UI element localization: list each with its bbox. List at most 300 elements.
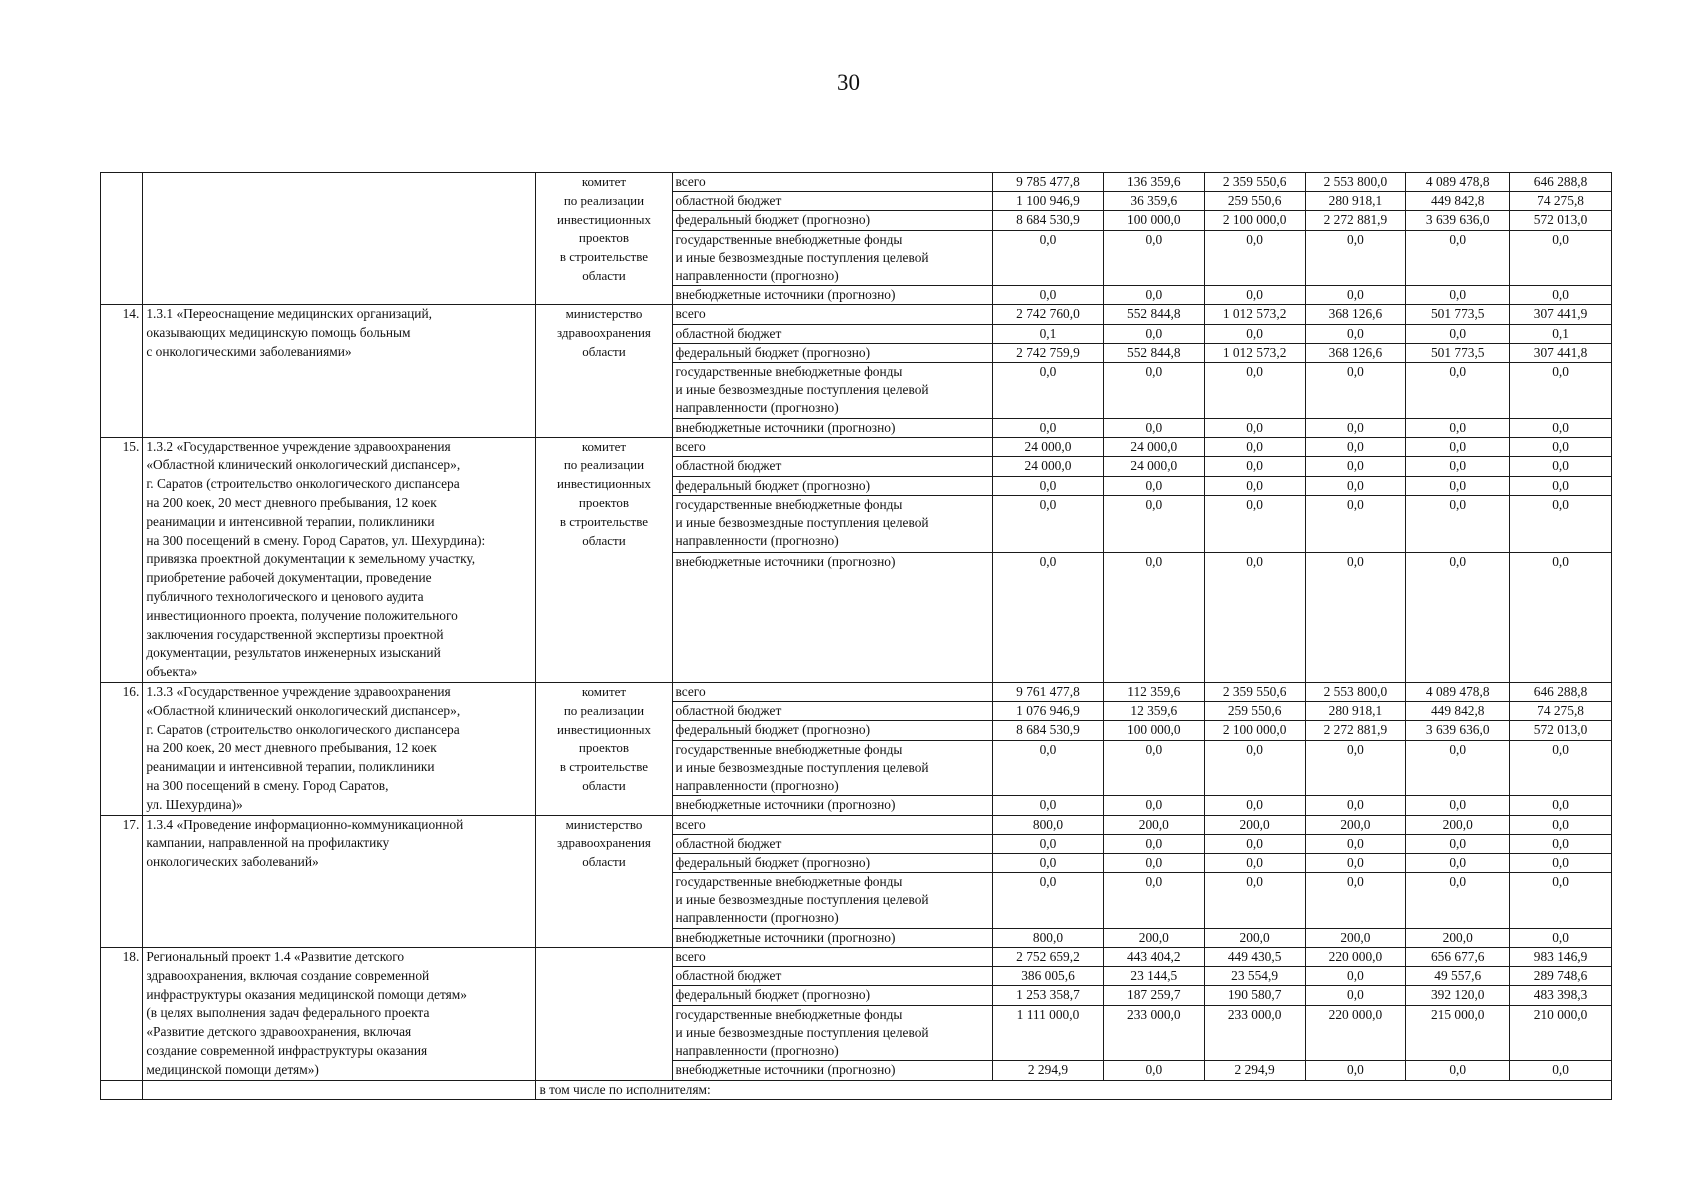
table-row (101, 947, 1612, 966)
amount-year: 0,0 (1305, 967, 1406, 986)
executor-line: в строительстве (559, 759, 649, 775)
funding-source (672, 230, 993, 286)
amount-year: 501 773,5 (1406, 343, 1510, 362)
amount-year: 552 844,8 (1103, 343, 1204, 362)
amount-year: 0,0 (1510, 230, 1612, 286)
amount-year: 2 553 800,0 (1305, 683, 1406, 702)
measure-name-line: привязка проектной документации к земельному участку, (146, 551, 476, 567)
amount-year: 0,0 (1305, 362, 1406, 418)
funding-source (672, 740, 993, 796)
amount-total: 800,0 (993, 815, 1104, 834)
amount-year: 0,0 (1204, 286, 1305, 305)
amount-year: 0,0 (1510, 815, 1612, 834)
amount-year: 0,0 (1103, 324, 1204, 343)
funding-source-line: и иные безвозмездные поступления целевой (675, 249, 929, 265)
amount-total: 1 100 946,9 (993, 192, 1104, 211)
amount-total: 0,0 (993, 496, 1104, 552)
amount-total: 9 761 477,8 (993, 683, 1104, 702)
funding-source-line: и иные безвозмездные поступления целевой (675, 381, 929, 397)
funding-source (672, 211, 993, 230)
amount-year: 259 550,6 (1204, 192, 1305, 211)
amount-year: 0,0 (1204, 230, 1305, 286)
funding-source-line: федеральный бюджет (прогнозно) (675, 987, 871, 1003)
funding-source (672, 796, 993, 815)
amount-year: 220 000,0 (1305, 947, 1406, 966)
funding-source-line: государственные внебюджетные фонды (675, 231, 903, 247)
amount-year: 983 146,9 (1510, 947, 1612, 966)
funding-source-line: государственные внебюджетные фонды (675, 741, 903, 757)
measure-name-line: объекта» (146, 664, 198, 680)
measure-name-line: г. Саратов (строительство онкологического диспансера (146, 476, 460, 492)
amount-year: 0,0 (1406, 873, 1510, 929)
funding-source-line: направленности (прогнозно) (675, 399, 839, 415)
amount-total: 0,0 (993, 230, 1104, 286)
executor-line: области (582, 532, 626, 548)
amount-year: 0,0 (1510, 928, 1612, 947)
amount-year: 233 000,0 (1103, 1005, 1204, 1061)
measure-name-line: на 200 коек, 20 мест дневного пребывания, 12 коек (146, 740, 437, 756)
funding-source-line: федеральный бюджет (прогнозно) (675, 344, 871, 360)
measure-name-line: г. Саратов (строительство онкологического диспансера (146, 721, 460, 737)
amount-year: 210 000,0 (1510, 1005, 1612, 1061)
amount-year: 0,0 (1510, 740, 1612, 796)
executor-line: комитет (581, 174, 627, 189)
amount-year: 200,0 (1305, 928, 1406, 947)
measure-name-line: приобретение рабочей документации, проведение (146, 570, 432, 586)
amount-year: 0,0 (1204, 457, 1305, 476)
amount-year: 646 288,8 (1510, 683, 1612, 702)
executor-line: здравоохранения (557, 325, 651, 341)
funding-source-line: и иные безвозмездные поступления целевой (675, 1024, 929, 1040)
amount-year: 0,0 (1103, 496, 1204, 552)
measure-name-line: 1.3.3 «Государственное учреждение здравоохранения (146, 684, 451, 700)
amount-year: 0,0 (1406, 552, 1510, 682)
amount-year: 200,0 (1406, 928, 1510, 947)
funding-source-line: областной бюджет (675, 193, 782, 209)
funding-source (672, 552, 993, 682)
executor (536, 947, 672, 1080)
amount-year: 0,0 (1204, 834, 1305, 853)
amount-year: 0,0 (1510, 796, 1612, 815)
table-row (101, 173, 1612, 192)
measure-name-cont (143, 1080, 536, 1099)
executor-line: комитет (581, 438, 627, 454)
amount-year: 368 126,6 (1305, 305, 1406, 324)
funding-source-line: всего (675, 684, 706, 700)
row-number: 18. (101, 947, 143, 1080)
amount-total: 2 752 659,2 (993, 947, 1104, 966)
amount-total: 0,0 (993, 796, 1104, 815)
measure-name-line: на 200 коек, 20 мест дневного пребывания, 12 коек (146, 495, 437, 511)
amount-year: 0,0 (1103, 476, 1204, 495)
measure-name-line: 1.3.1 «Переоснащение медицинских организаций, (146, 306, 432, 322)
executor-line: проектов (578, 495, 630, 511)
funding-source-line: областной бюджет (675, 968, 782, 984)
amount-total: 2 294,9 (993, 1061, 1104, 1080)
amount-year: 572 013,0 (1510, 721, 1612, 740)
table-row (101, 1080, 1612, 1099)
amount-total: 0,0 (993, 873, 1104, 929)
amount-year: 0,0 (1406, 418, 1510, 437)
amount-year: 0,0 (1103, 1061, 1204, 1080)
measure-name-line: создание современной инфраструктуры оказания (146, 1042, 428, 1058)
amount-year: 443 404,2 (1103, 947, 1204, 966)
measure-name-line: ул. Шехурдина)» (146, 796, 243, 812)
executor (536, 173, 672, 305)
executor (536, 815, 672, 947)
funding-source (672, 986, 993, 1005)
amount-year: 49 557,6 (1406, 967, 1510, 986)
amount-year: 200,0 (1204, 928, 1305, 947)
funding-source (672, 967, 993, 986)
amount-year: 0,0 (1103, 418, 1204, 437)
executor-line: министерство (565, 816, 643, 832)
funding-source (672, 834, 993, 853)
row-number: 16. (101, 683, 143, 816)
amount-total: 2 742 759,9 (993, 343, 1104, 362)
amount-year: 0,0 (1204, 418, 1305, 437)
amount-year: 307 441,9 (1510, 305, 1612, 324)
amount-year: 646 288,8 (1510, 173, 1612, 192)
amount-year: 190 580,7 (1204, 986, 1305, 1005)
executor-line: по реализации (563, 702, 645, 718)
amount-year: 2 294,9 (1204, 1061, 1305, 1080)
amount-year: 0,0 (1305, 796, 1406, 815)
amount-year: 36 359,6 (1103, 192, 1204, 211)
amount-year: 200,0 (1305, 815, 1406, 834)
amount-year: 0,0 (1305, 437, 1406, 456)
amount-total: 0,0 (993, 476, 1104, 495)
amount-year: 1 012 573,2 (1204, 343, 1305, 362)
funding-source (672, 173, 993, 192)
funding-source-line: и иные безвозмездные поступления целевой (675, 759, 929, 775)
amount-year: 0,0 (1406, 834, 1510, 853)
funding-source (672, 324, 993, 343)
measure-name-line: «Областной клинический онкологический диспансер», (146, 457, 461, 473)
amount-year: 0,0 (1406, 437, 1510, 456)
amount-year: 112 359,6 (1103, 683, 1204, 702)
measure-name-line: на 300 посещений в смену. Город Саратов, (146, 778, 389, 794)
measure-name (143, 815, 536, 947)
amount-year: 0,0 (1406, 1061, 1510, 1080)
amount-total: 24 000,0 (993, 437, 1104, 456)
amount-total: 0,0 (993, 854, 1104, 873)
amount-year: 0,0 (1305, 230, 1406, 286)
amount-year: 572 013,0 (1510, 211, 1612, 230)
measure-name-line: 1.3.4 «Проведение информационно-коммуникационной (146, 816, 464, 832)
amount-year: 3 639 636,0 (1406, 211, 1510, 230)
executor-line: области (582, 778, 626, 794)
funding-source-line: направленности (прогнозно) (675, 267, 839, 283)
amount-year: 0,0 (1510, 286, 1612, 305)
amount-year: 0,0 (1103, 854, 1204, 873)
table-row (101, 437, 1612, 456)
measure-name-line: реанимации и интенсивной терапии, поликлиники (146, 513, 435, 529)
amount-year: 2 100 000,0 (1204, 721, 1305, 740)
executor-line: министерство (565, 306, 643, 322)
funding-source-line: всего (675, 948, 706, 964)
amount-year: 0,0 (1204, 362, 1305, 418)
amount-year: 0,0 (1305, 1061, 1406, 1080)
amount-year: 187 259,7 (1103, 986, 1204, 1005)
funding-source-line: областной бюджет (675, 458, 782, 474)
amount-year: 0,0 (1305, 986, 1406, 1005)
amount-year: 0,0 (1305, 552, 1406, 682)
amount-year: 3 639 636,0 (1406, 721, 1510, 740)
measure-name-line: 1.3.2 «Государственное учреждение здравоохранения (146, 438, 451, 454)
amount-total: 1 111 000,0 (993, 1005, 1104, 1061)
amount-year: 136 359,6 (1103, 173, 1204, 192)
amount-year: 0,0 (1406, 230, 1510, 286)
amount-total: 0,0 (993, 740, 1104, 796)
amount-year: 0,0 (1510, 418, 1612, 437)
amount-year: 0,0 (1510, 854, 1612, 873)
measure-name (143, 437, 536, 682)
amount-year: 200,0 (1103, 928, 1204, 947)
funding-source-line: направленности (прогнозно) (675, 777, 839, 793)
executor (536, 437, 672, 682)
amount-year: 307 441,8 (1510, 343, 1612, 362)
amount-year: 2 272 881,9 (1305, 721, 1406, 740)
amount-year: 259 550,6 (1204, 702, 1305, 721)
amount-year: 0,0 (1103, 796, 1204, 815)
amount-year: 0,0 (1204, 552, 1305, 682)
amount-total: 0,0 (993, 362, 1104, 418)
funding-source (672, 476, 993, 495)
amount-year: 0,0 (1406, 362, 1510, 418)
amount-year: 449 842,8 (1406, 192, 1510, 211)
measure-name (143, 173, 536, 305)
amount-year: 200,0 (1204, 815, 1305, 834)
funding-source-line: всего (675, 174, 706, 189)
measure-name-line: с онкологическими заболеваниями» (146, 343, 352, 359)
funding-source-line: всего (675, 438, 706, 454)
funding-source-line: федеральный бюджет (прогнозно) (675, 855, 871, 870)
funding-source-line: всего (675, 816, 706, 832)
amount-year: 0,0 (1305, 834, 1406, 853)
funding-source-line: и иные безвозмездные поступления целевой (675, 515, 929, 531)
funding-source-line: федеральный бюджет (прогнозно) (675, 722, 871, 738)
amount-year: 0,0 (1510, 457, 1612, 476)
funding-source-line: областной бюджет (675, 325, 782, 341)
amount-year: 0,0 (1406, 476, 1510, 495)
amount-year: 0,1 (1510, 324, 1612, 343)
funding-source-line: государственные внебюджетные фонды (675, 1006, 903, 1022)
funding-source-line: всего (675, 306, 706, 322)
row-number: 15. (101, 437, 143, 682)
measure-name-line: Региональный проект 1.4 «Развитие детского (146, 948, 405, 964)
table-body (101, 173, 1612, 1100)
amount-year: 0,0 (1103, 873, 1204, 929)
amount-year: 23 554,9 (1204, 967, 1305, 986)
funding-source (672, 437, 993, 456)
amount-year: 100 000,0 (1103, 721, 1204, 740)
amount-year: 4 089 478,8 (1406, 683, 1510, 702)
amount-year: 0,0 (1510, 476, 1612, 495)
amount-year: 0,0 (1103, 552, 1204, 682)
amount-year: 0,0 (1305, 740, 1406, 796)
measure-name-line: оказывающих медицинскую помощь больным (146, 325, 411, 341)
executor-line: в строительстве (559, 513, 649, 529)
executor-line: области (582, 854, 626, 870)
executor-line: по реализации (563, 457, 645, 473)
amount-year: 74 275,8 (1510, 192, 1612, 211)
amount-total: 8 684 530,9 (993, 211, 1104, 230)
amount-year: 0,0 (1510, 834, 1612, 853)
amount-year: 449 842,8 (1406, 702, 1510, 721)
funding-source-line: внебюджетные источники (прогнозно) (675, 797, 896, 813)
amount-year: 0,0 (1103, 834, 1204, 853)
amount-year: 4 089 478,8 (1406, 173, 1510, 192)
amount-year: 0,0 (1305, 286, 1406, 305)
executor-line: инвестиционных (556, 721, 651, 737)
amount-total: 0,0 (993, 834, 1104, 853)
measure-name (143, 305, 536, 437)
table-row (101, 815, 1612, 834)
amount-total: 1 076 946,9 (993, 702, 1104, 721)
funding-source (672, 928, 993, 947)
funding-source (672, 721, 993, 740)
amount-year: 24 000,0 (1103, 437, 1204, 456)
row-number: 14. (101, 305, 143, 437)
amount-year: 0,0 (1406, 324, 1510, 343)
measure-name-line: на 300 посещений в смену. Город Саратов, ул. Шехурдина): (146, 532, 486, 548)
measure-name-line: публичного технологического и ценового аудита (146, 589, 424, 605)
funding-source-line: областной бюджет (675, 703, 782, 719)
amount-year: 0,0 (1204, 496, 1305, 552)
funding-source (672, 854, 993, 873)
executor-line: проектов (578, 230, 630, 246)
funding-source-line: направленности (прогнозно) (675, 910, 839, 926)
row-number: 17. (101, 815, 143, 947)
funding-source (672, 343, 993, 362)
funding-source (672, 457, 993, 476)
amount-year: 501 773,5 (1406, 305, 1510, 324)
amount-total: 1 253 358,7 (993, 986, 1104, 1005)
measure-name-line: медицинской помощи детям») (146, 1061, 319, 1077)
funding-source-line: государственные внебюджетные фонды (675, 874, 903, 890)
amount-year: 392 120,0 (1406, 986, 1510, 1005)
amount-year: 0,0 (1406, 286, 1510, 305)
amount-year: 483 398,3 (1510, 986, 1612, 1005)
amount-year: 280 918,1 (1305, 702, 1406, 721)
funding-source-line: федеральный бюджет (прогнозно) (675, 477, 871, 493)
amount-year: 2 100 000,0 (1204, 211, 1305, 230)
amount-year: 100 000,0 (1103, 211, 1204, 230)
amount-year: 2 272 881,9 (1305, 211, 1406, 230)
funding-source-line: государственные внебюджетные фонды (675, 363, 903, 379)
amount-year: 0,0 (1103, 740, 1204, 796)
amount-year: 0,0 (1510, 437, 1612, 456)
amount-year: 289 748,6 (1510, 967, 1612, 986)
executor-line: инвестиционных (556, 211, 651, 227)
funding-source (672, 683, 993, 702)
measure-name-line: кампании, направленной на профилактику (146, 835, 390, 851)
amount-year: 0,0 (1204, 854, 1305, 873)
amount-year: 0,0 (1305, 496, 1406, 552)
measure-name-line: онкологических заболеваний» (146, 854, 319, 870)
page-number: 30 (837, 70, 860, 95)
amount-year: 0,0 (1510, 552, 1612, 682)
executor-line: проектов (578, 740, 630, 756)
executor-line: области (582, 343, 626, 359)
funding-source (672, 702, 993, 721)
amount-total: 800,0 (993, 928, 1104, 947)
executors-breakdown-label: в том числе по исполнителям: (536, 1080, 1612, 1099)
funding-source-line: внебюджетные источники (прогнозно) (675, 1062, 896, 1078)
row-number (101, 173, 143, 305)
amount-year: 0,0 (1103, 362, 1204, 418)
amount-year: 0,0 (1204, 796, 1305, 815)
executor-line: в строительстве (559, 249, 649, 265)
measure-name-line: инвестиционного проекта, получение положительного (146, 607, 458, 623)
executor-line: инвестиционных (556, 476, 651, 492)
amount-year: 0,0 (1305, 324, 1406, 343)
amount-total: 0,0 (993, 552, 1104, 682)
amount-year: 200,0 (1103, 815, 1204, 834)
funding-source (672, 873, 993, 929)
measure-name-line: документации, результатов инженерных изысканий (146, 645, 441, 661)
amount-year: 0,0 (1204, 873, 1305, 929)
amount-year: 0,0 (1510, 873, 1612, 929)
amount-total: 0,1 (993, 324, 1104, 343)
amount-year: 0,0 (1406, 496, 1510, 552)
funding-source (672, 362, 993, 418)
measure-name-line: заключения государственной экспертизы проектной (146, 626, 444, 642)
table-row (101, 305, 1612, 324)
amount-year: 0,0 (1305, 457, 1406, 476)
amount-year: 0,0 (1305, 418, 1406, 437)
funding-source (672, 192, 993, 211)
amount-year: 656 677,6 (1406, 947, 1510, 966)
amount-total: 9 785 477,8 (993, 173, 1104, 192)
funding-source (672, 418, 993, 437)
amount-total: 0,0 (993, 286, 1104, 305)
funding-source-line: областной бюджет (675, 835, 782, 851)
executor-line: области (582, 267, 626, 283)
amount-year: 2 359 550,6 (1204, 683, 1305, 702)
executor-line: здравоохранения (557, 835, 651, 851)
executor-line: по реализации (563, 192, 645, 208)
measure-name-line: «Областной клинический онкологический диспансер», (146, 702, 461, 718)
funding-source (672, 1005, 993, 1061)
amount-year: 0,0 (1204, 740, 1305, 796)
funding-source (672, 1061, 993, 1080)
executor (536, 683, 672, 816)
amount-year: 0,0 (1204, 324, 1305, 343)
amount-year: 200,0 (1406, 815, 1510, 834)
funding-source-line: и иные безвозмездные поступления целевой (675, 892, 929, 908)
funding-source-line: направленности (прогнозно) (675, 533, 839, 549)
amount-year: 449 430,5 (1204, 947, 1305, 966)
amount-year: 0,0 (1305, 873, 1406, 929)
funding-source-line: направленности (прогнозно) (675, 1042, 839, 1058)
funding-source (672, 305, 993, 324)
amount-total: 2 742 760,0 (993, 305, 1104, 324)
amount-year: 12 359,6 (1103, 702, 1204, 721)
measure-name-line: инфраструктуры оказания медицинской помощи детям» (146, 986, 467, 1002)
amount-year: 0,0 (1103, 230, 1204, 286)
funding-source (672, 815, 993, 834)
amount-year: 0,0 (1305, 476, 1406, 495)
measure-name (143, 683, 536, 816)
amount-year: 1 012 573,2 (1204, 305, 1305, 324)
amount-year: 368 126,6 (1305, 343, 1406, 362)
funding-source-line: государственные внебюджетные фонды (675, 497, 903, 513)
funding-source-line: внебюджетные источники (прогнозно) (675, 419, 896, 435)
amount-year: 0,0 (1204, 437, 1305, 456)
amount-year: 0,0 (1204, 476, 1305, 495)
